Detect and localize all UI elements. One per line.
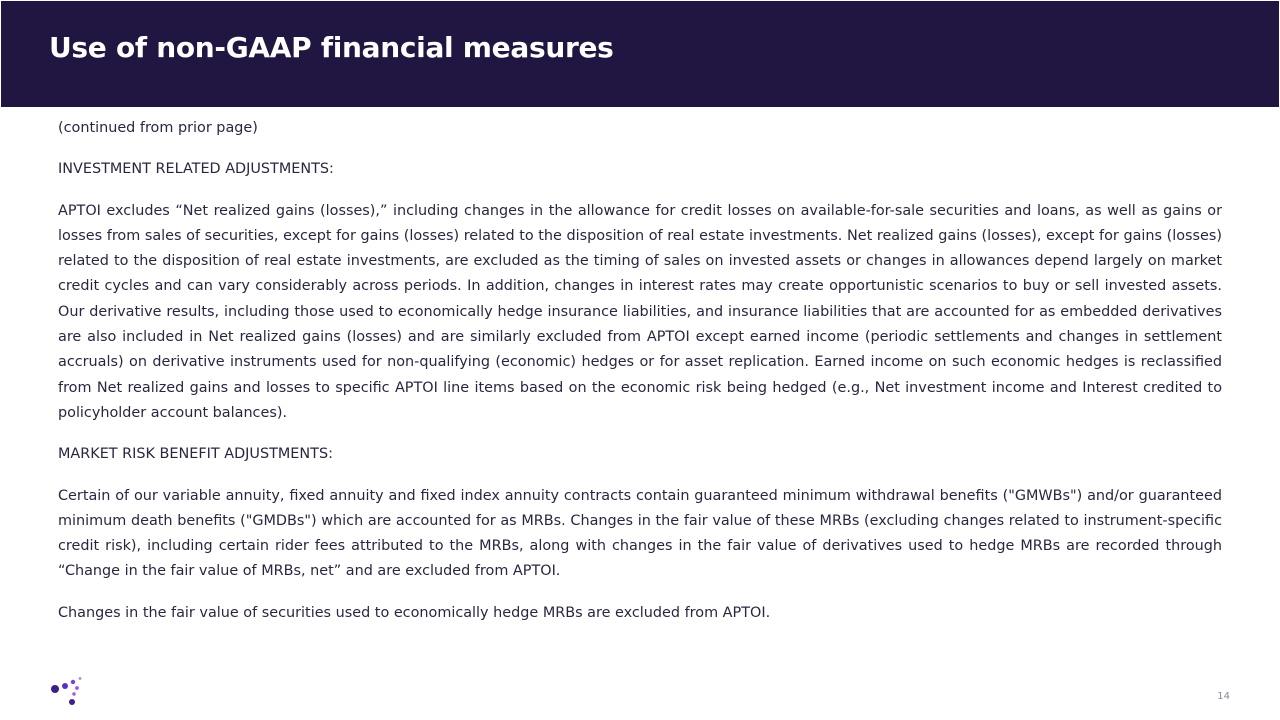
page-number: 14 (1217, 691, 1230, 702)
investment-heading: INVESTMENT RELATED ADJUSTMENTS: (58, 161, 334, 178)
investment-paragraph: APTOI excludes “Net realized gains (losses),” including changes in the allowance for credit losses on available-for-sale securities and loans, as well as gains or losses from sales of securities, except for gains (losses) related to the disposition of real estate investments. Net realized gains (losses), except for gains (losses) related to the disposition of real estate investments, are excluded as the timing of sales on invested assets or changes in allowances depend largely on market credit cycles and can vary considerably across periods. In addition, changes in interest rates may create opportunistic scenarios to buy or sell invested assets. Our derivative results, including those used to economically hedge insurance liabilities, and insurance liabilities that are accounted for as embedded derivatives are also included in Net realized gains (losses) and are similarly excluded from APTOI except earned income (periodic settlements and changes in settlement accruals) on derivative instruments used for non-qualifying (economic) hedges or for asset replication. Earned income on such economic hedges is reclassified from Net realized gains and losses to specific APTOI line items based on the economic risk being hedged (e.g., Net investment income and Interest credited to policyholder account balances). (58, 202, 1222, 421)
market-risk-heading: MARKET RISK BENEFIT ADJUSTMENTS: (58, 446, 333, 463)
dots-logo-icon (48, 676, 84, 706)
title-bar (1, 1, 1279, 107)
hedge-paragraph: Changes in the fair value of securities used to economically hedge MRBs are excluded from APTOI. (58, 604, 771, 621)
content-area (58, 116, 1222, 642)
page-title: Use of non-GAAP financial measures (49, 31, 614, 64)
continued-note: (continued from prior page) (58, 120, 258, 136)
market-risk-paragraph: Certain of our variable annuity, fixed annuity and fixed index annuity contracts contain guaranteed minimum withdrawal benefits ("GMWBs") and/or guaranteed minimum death benefits ("GMDBs") which are accounted for as MRBs. Changes in the fair value of these MRBs (excluding changes related to instrument-specific credit risk), including certain rider fees attributed to the MRBs, along with changes in the fair value of derivatives used to hedge MRBs are recorded through “Change in the fair value of MRBs, net” and are excluded from APTOI. (58, 487, 1222, 580)
